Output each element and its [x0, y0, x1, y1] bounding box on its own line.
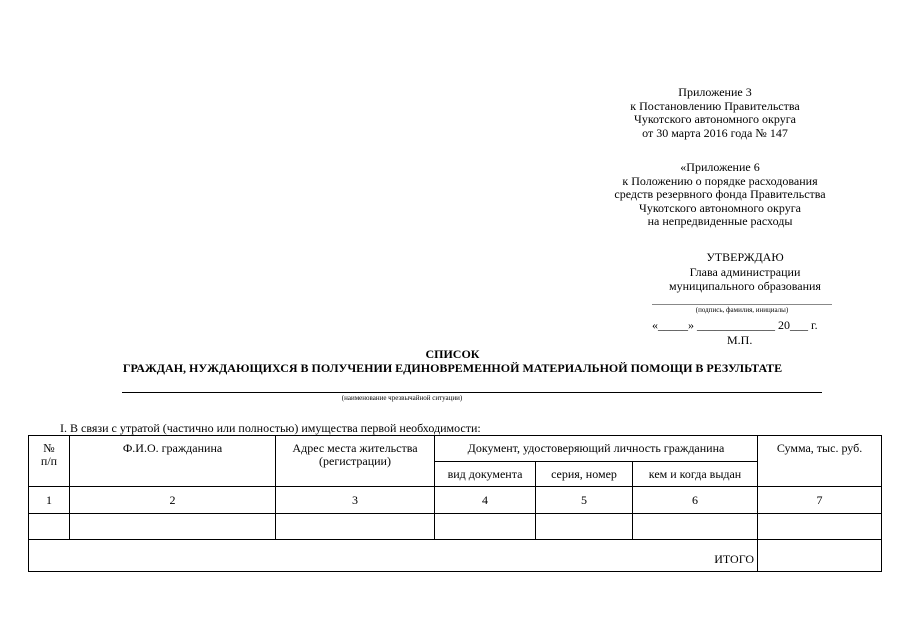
- col-header-number: № п/п: [29, 436, 70, 487]
- appendix-6-line-5: на непредвиденные расходы: [647, 214, 793, 228]
- column-number-cell: 2: [70, 487, 276, 514]
- table-row-column-numbers: [29, 487, 882, 514]
- appendix-3-line-4: от 30 марта 2016 года № 147: [642, 125, 788, 140]
- column-number-cell: 7: [758, 487, 882, 514]
- empty-cell: [435, 514, 536, 540]
- subheader-series: серия, номер: [536, 462, 633, 487]
- col-header-address: Адрес места жительства (регистрации): [276, 436, 435, 487]
- subheader-doc-type: вид документа: [435, 462, 536, 487]
- approval-line-1: Глава администрации: [689, 264, 801, 279]
- empty-cell: [276, 514, 435, 540]
- subheader-issued: кем и когда выдан: [633, 462, 758, 487]
- col-header-name: Ф.И.О. гражданина: [70, 436, 276, 487]
- appendix-6-header: [580, 161, 860, 229]
- column-number-cell: 6: [633, 487, 758, 514]
- empty-cell: [633, 514, 758, 540]
- document-title: СПИСОК: [425, 347, 480, 361]
- approval-line-2: муниципального образования: [669, 279, 821, 293]
- section-heading: I. В связи с утратой (частично или полностью) имущества первой необходимости:: [60, 421, 481, 435]
- emergency-name-caption: (наименование чрезвычайной ситуации): [341, 394, 463, 402]
- signature-caption: (подпись, фамилия, инициалы): [695, 306, 789, 314]
- signature-line: [652, 304, 832, 305]
- column-number-cell: 5: [536, 487, 633, 514]
- appendix-3-line-3: Чукотского автономного округа: [634, 112, 796, 126]
- appendix-6-line-2: к Положению о порядке расходования: [622, 173, 818, 188]
- table-row: [29, 514, 882, 540]
- approval-block: [640, 250, 850, 294]
- empty-cell: [70, 514, 276, 540]
- approval-heading: УТВЕРЖДАЮ: [706, 250, 784, 264]
- appendix-3-line-1: Приложение 3: [678, 85, 752, 99]
- appendix-3-line-2: к Постановлению Правительства: [630, 98, 800, 113]
- total-value-cell: [758, 540, 882, 572]
- column-number-cell: 4: [435, 487, 536, 514]
- column-number-cell: 3: [276, 487, 435, 514]
- emergency-name-line: [122, 392, 822, 393]
- empty-cell: [758, 514, 882, 540]
- total-label: ИТОГО: [29, 540, 758, 572]
- empty-cell: [29, 514, 70, 540]
- col-header-sum: Сумма, тыс. руб.: [758, 436, 882, 487]
- approval-date-line: «_____» _____________ 20___ г.: [652, 318, 818, 332]
- appendix-6-line-1: «Приложение 6: [680, 160, 760, 174]
- citizens-table: [28, 435, 882, 572]
- appendix-3-header: [580, 86, 850, 140]
- appendix-6-line-3: средств резервного фонда Правительства: [614, 187, 826, 201]
- col-header-document: Документ, удостоверяющий личность гражданина: [435, 436, 758, 462]
- appendix-6-line-4: Чукотского автономного округа: [639, 200, 801, 215]
- table-row-total: [29, 540, 882, 572]
- column-number-cell: 1: [29, 487, 70, 514]
- empty-cell: [536, 514, 633, 540]
- stamp-placeholder: М.П.: [727, 333, 753, 347]
- document-subtitle: ГРАЖДАН, НУЖДАЮЩИХСЯ В ПОЛУЧЕНИИ ЕДИНОВРЕМЕННОЙ МАТЕРИАЛЬНОЙ ПОМОЩИ В РЕЗУЛЬТАТЕ: [122, 361, 783, 375]
